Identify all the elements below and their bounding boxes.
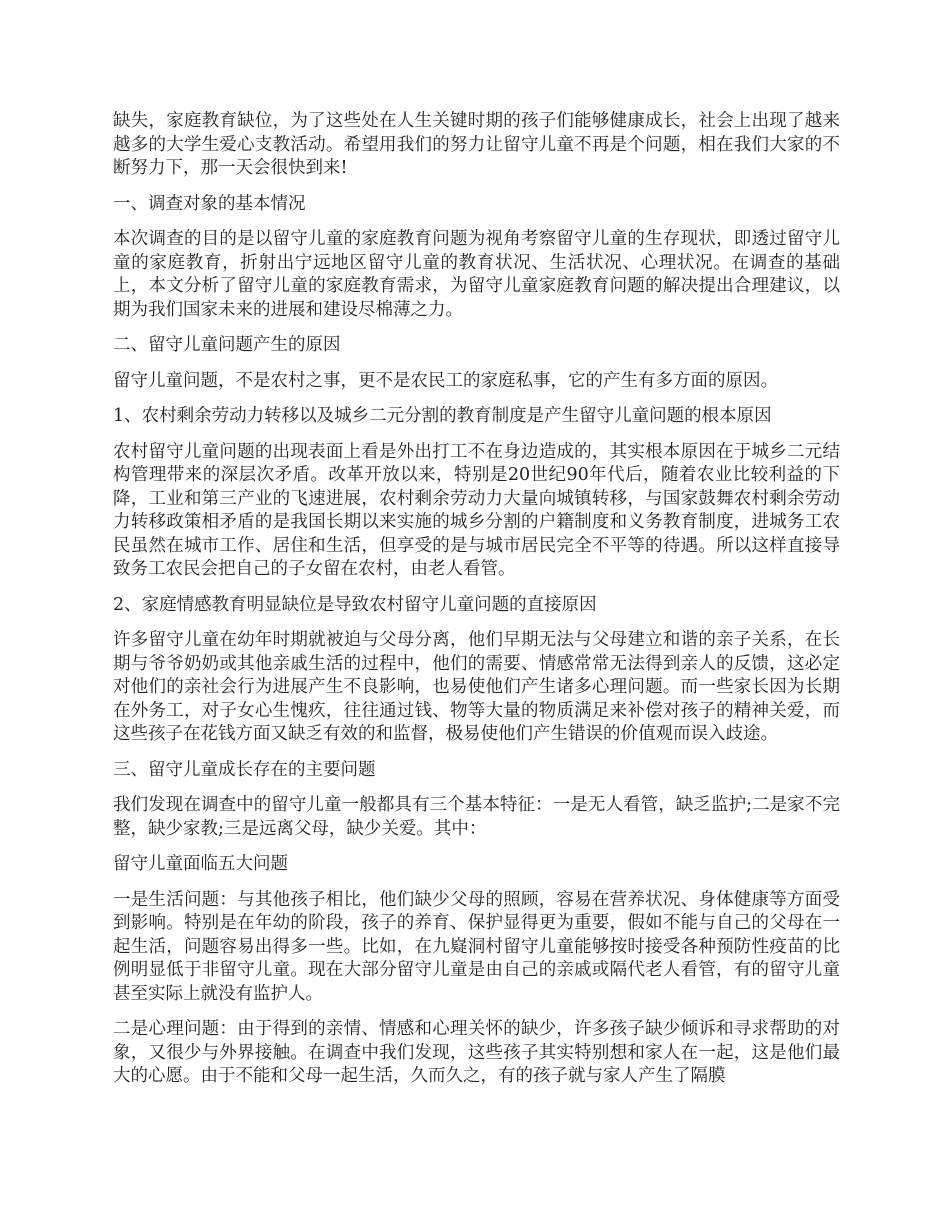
section-heading-1: 一、调查对象的基本情况	[113, 193, 306, 214]
section-heading-2: 二、留守儿童问题产生的原因	[113, 335, 341, 355]
subsection-heading-2-1: 1、农村剩余劳动力转移以及城乡二元分割的教育制度是产生留守儿童问题的根本原因	[113, 406, 772, 426]
subsection-heading-five-problems: 留守儿童面临五大问题	[113, 854, 288, 874]
paragraph-causes-intro: 留守儿童问题，不是农村之事，更不是农民工的家庭私事，它的产生有多方面的原因。	[113, 370, 778, 391]
subsection-heading-2-2: 2、家庭情感教育明显缺位是导致农村留守儿童问题的直接原因	[113, 594, 597, 615]
section-heading-3: 三、留守儿童成长存在的主要问题	[113, 759, 376, 780]
document-body	[113, 110, 840, 1101]
paragraph-survey-purpose: 本次调查的目的是以留守儿童的家庭教育问题为视角考察留守儿童的生存现状，即透过留守儿童的家庭教育，折射出宁远地区留守儿童的教育状况、生活状况、心理状况。在调查的基础上，本文分析了留守儿童的家庭教育需求，为留守儿童家庭教育问题的解决提出合理建议，以期为我们国家未来的进展和建设尽棉薄之力。	[113, 229, 840, 320]
paragraph-direct-cause: 许多留守儿童在幼年时期就被迫与父母分离，他们早期无法与父母建立和谐的亲子关系，在长期与爷爷奶奶或其他亲戚生活的过程中，他们的需要、情感常常无法得到亲人的反馈，这必定对他们的亲社会行为进展产生不良影响，也易使他们产生诸多心理问题。而一些家长因为长期在外务工，对子女心生愧疚，往往通过钱、物等大量的物质满足来补偿对孩子的精神关爱，而这些孩子在花钱方面又缺乏有效的和监督，极易使他们产生错误的价值观而误入歧途。	[113, 630, 840, 744]
paragraph-living-problem: 一是生活问题：与其他孩子相比，他们缺少父母的照顾，容易在营养状况、身体健康等方面受到影响。特别是在年幼的阶段，孩子的养育、保护显得更为重要，假如不能与自己的父母在一起生活，问题容易出得多一些。比如，在九嶷洞村留守儿童能够按时接受各种预防性疫苗的比例明显低于非留守儿童。现在大部分留守儿童是由自己的亲戚或隔代老人看管，有的留守儿童甚至实际上就没有监护人。	[113, 889, 840, 1004]
paragraph-psychological-problem: 二是心理问题：由于得到的亲情、情感和心理关怀的缺少，许多孩子缺少倾诉和寻求帮助的对象，又很少与外界接触。在调查中我们发现，这些孩子其实特别想和家人在一起，这是他们最大的心愿。由于不能和父母一起生活，久而久之，有的孩子就与家人产生了隔膜	[113, 1019, 840, 1086]
paragraph-root-cause: 农村留守儿童问题的出现表面上看是外出打工不在身边造成的，其实根本原因在于城乡二元结构管理带来的深层次矛盾。改革开放以来，特别是20世纪90年代后，随着农业比较利益的下降，工业和第三产业的飞速进展，农村剩余劳动力大量向城镇转移，与国家鼓舞农村剩余劳动力转移政策相矛盾的是我国长期以来实施的城乡分割的户籍制度和义务教育制度，进城务工农民虽然在城市工作、居住和生活，但享受的是与城市居民完全不平等的待遇。所以这样直接导致务工农民会把自己的子女留在农村，由老人看管。	[113, 441, 840, 579]
paragraph-intro: 缺失，家庭教育缺位，为了这些处在人生关键时期的孩子们能够健康成长，社会上出现了越来越多的大学生爱心支教活动。希望用我们的努力让留守儿童不再是个问题，相在我们大家的不断努力下，那一天会很快到来!	[113, 111, 840, 178]
paragraph-three-features: 我们发现在调查中的留守儿童一般都具有三个基本特征：一是无人看管，缺乏监护;二是家不完整，缺少家教;三是远离父母，缺少关爱。其中：	[113, 795, 840, 839]
